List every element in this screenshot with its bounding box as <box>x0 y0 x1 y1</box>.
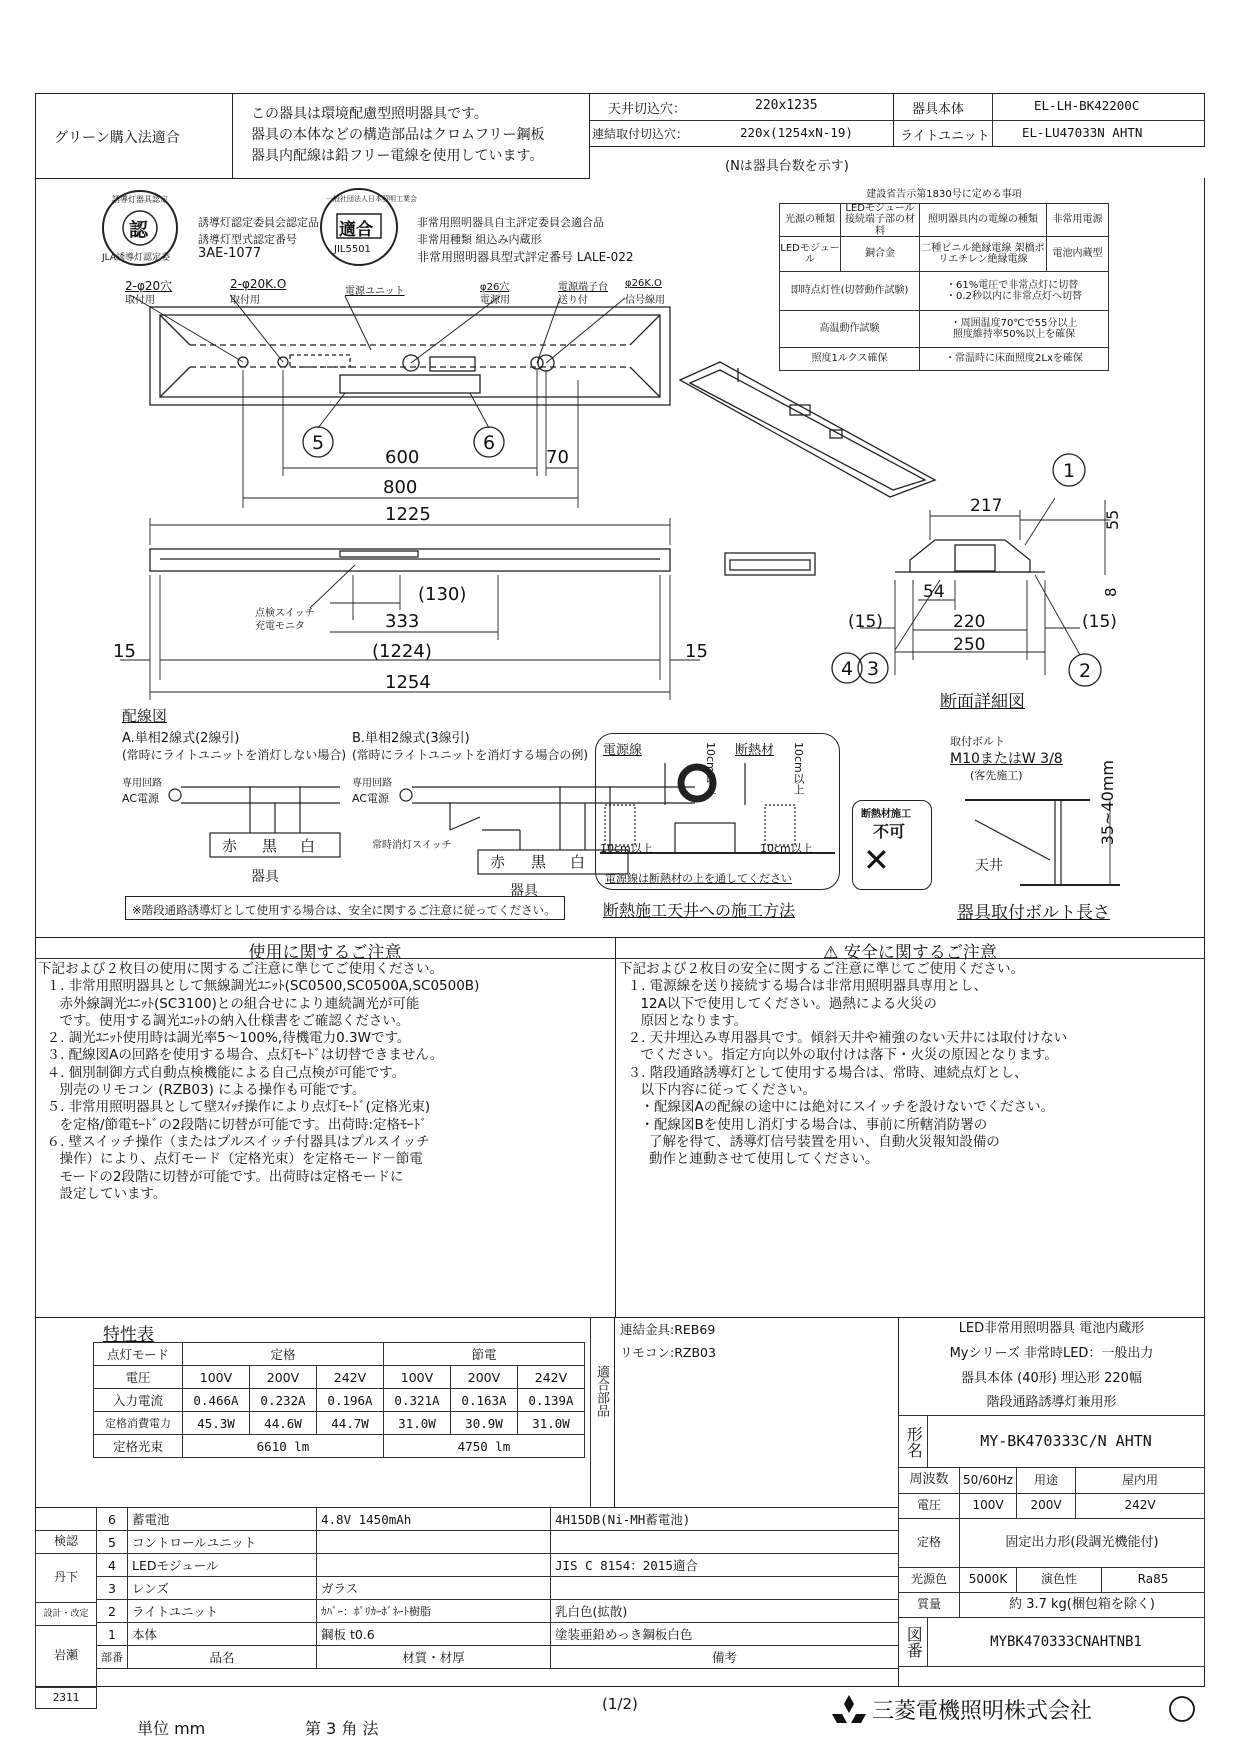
wiring-warning-box <box>125 896 565 920</box>
part-mat-6: 4.8V 1450mAh <box>317 1508 551 1531</box>
green-label: グリーン購入法適合 <box>54 130 180 146</box>
env-line-3: 器具内配線は鉛フリー電線を使用しています。 <box>251 148 544 164</box>
footer-page: (1/2) <box>602 1695 638 1713</box>
flux-rated: 6610 lm <box>183 1435 384 1458</box>
ins-cable: 電源線 <box>603 743 643 758</box>
footer-unit: 単位 mm <box>137 1719 206 1738</box>
spec-r3c2: ・周囲温度70℃で55分以上 照度維持率50%以上を確保 <box>919 310 1109 348</box>
technical-drawing <box>0 0 1240 720</box>
bolt-title: 器具取付ボルト長さ <box>957 903 1110 923</box>
chars-title: 特性表 <box>103 1325 154 1345</box>
bottom-border <box>35 1686 1205 1687</box>
spec-h2: LEDモジュール接続端子部の材料 <box>840 203 920 237</box>
term-b-black: 黒 <box>531 853 547 871</box>
parts-h-mat: 材質・材厚 <box>317 1646 551 1669</box>
p-5: 31.0W <box>518 1412 585 1435</box>
cert2-line-1: 非常用照明器具自主評定委員会適合品 <box>417 216 604 229</box>
seal-1-bottom: JLA誘導灯認定委 <box>102 253 171 263</box>
product-d4: 階段通路誘導灯兼用形 <box>986 1395 1117 1411</box>
dim-130: (130) <box>418 584 467 605</box>
part-no-1: 1 <box>97 1623 128 1646</box>
part-note-4: JIS C 8154：2015適合 <box>551 1554 899 1577</box>
mitsubishi-logo-icon <box>832 1694 866 1724</box>
dim-1254: 1254 <box>385 672 431 693</box>
badge-x-icon: ✕ <box>863 841 890 879</box>
v-4: 200V <box>451 1366 518 1389</box>
src-b2: AC電源 <box>352 792 390 805</box>
current-label: 入力電流 <box>94 1389 183 1412</box>
bolt-l2: M10またはW 3/8 <box>950 751 1063 767</box>
i-4: 0.163A <box>451 1389 518 1412</box>
term-b-white: 白 <box>570 853 586 871</box>
parts-table <box>96 1507 899 1669</box>
part-no-2: 2 <box>97 1600 128 1623</box>
use-value: 屋内用 <box>1075 1467 1205 1494</box>
part-no-6: 6 <box>97 1508 128 1531</box>
lbl-2phi20k: 2-φ20K.O <box>230 277 287 291</box>
color-value: 5000K <box>959 1567 1017 1593</box>
mode-eco: 節電 <box>384 1343 585 1366</box>
part-name-5: コントロールユニット <box>128 1531 317 1554</box>
footer-code: 2311 <box>35 1687 97 1709</box>
ins-d10c: 10cm以上 <box>600 842 653 855</box>
body-label: 器具本体 <box>912 102 965 117</box>
term-a-red: 赤 <box>222 837 238 855</box>
part-no-5: 5 <box>97 1531 128 1554</box>
dim-70: 70 <box>546 447 569 468</box>
wiring-warning: ※階段通路誘導灯として使用する場合は、安全に関するご注意に従ってください。 <box>132 903 556 917</box>
wiring-a-sub: (常時にライトユニットを消灯しない場合) <box>122 748 347 762</box>
dim-15c: (15) <box>848 612 883 632</box>
i-5: 0.139A <box>518 1389 585 1412</box>
ins-d10b: 10cm以上 <box>792 742 805 795</box>
mass-value: 約 3.7 kg(梱包箱を除く) <box>959 1592 1205 1618</box>
parts-row-4 <box>97 1554 899 1577</box>
callout-3: 3 <box>867 658 880 680</box>
part-note-3 <box>551 1577 899 1600</box>
lbl-2phi20: 2-φ20穴 <box>125 279 173 293</box>
i-2: 0.196A <box>317 1389 384 1412</box>
rating-label: 定格 <box>898 1518 960 1568</box>
dim-600: 600 <box>385 447 420 468</box>
link-cut-value: 220x(1254xN-19) <box>740 125 853 140</box>
side-iwase: 岩瀬 <box>35 1625 97 1687</box>
lbl-phi26: φ26穴 <box>480 282 510 293</box>
cert1-line-3: 3AE-1077 <box>198 246 262 261</box>
unit-label: ライトユニット <box>900 129 990 144</box>
dim-800: 800 <box>383 477 418 498</box>
seal-1-center: 認 <box>129 219 149 241</box>
part-mat-4 <box>317 1554 551 1577</box>
part-mat-3: ガラス <box>317 1577 551 1600</box>
parts-header-row <box>97 1646 899 1669</box>
part-name-2: ライトユニット <box>128 1600 317 1623</box>
lbl-torituke2: 取付用 <box>230 295 260 306</box>
dim-15a: 15 <box>113 641 136 662</box>
v-2: 242V <box>317 1366 384 1389</box>
term-b-red: 赤 <box>490 853 506 871</box>
part-mat-2: ｶﾊﾞｰ：ﾎﾟﾘｶｰﾎﾞﾈｰﾄ樹脂 <box>317 1600 551 1623</box>
mode-rated: 定格 <box>183 1343 384 1366</box>
wiring-title: 配線図 <box>122 707 168 725</box>
lbl-feed: 送り付 <box>558 295 588 306</box>
seal-2-center: 適合 <box>339 220 373 240</box>
src-b1: 専用回路 <box>352 778 392 789</box>
lbl-phi26k: φ26K.O <box>625 278 662 289</box>
spec-h4: 非常用電源 <box>1046 203 1109 237</box>
v-1: 200V <box>250 1366 317 1389</box>
spec-h3: 照明器具内の電線の種類 <box>919 203 1047 237</box>
footer-company: 三菱電機照明株式会社 <box>872 1699 1093 1724</box>
wiring-a-title: A.単相2線式(2線引) <box>122 731 240 746</box>
cert1-line-1: 誘導灯認定委員会認定品 <box>198 216 319 229</box>
spec-r4c1: 照度1ルクス確保 <box>779 347 920 371</box>
callout-6: 6 <box>483 432 496 454</box>
insulation-title: 断熱施工天井への施工方法 <box>603 901 796 920</box>
parts-row-1 <box>97 1623 899 1646</box>
p-1: 44.6W <box>250 1412 317 1435</box>
rating-value: 固定出力形(段調光機能付) <box>959 1518 1205 1568</box>
cert2-line-3: 非常用照明器具型式評定番号 LALE-022 <box>417 250 634 264</box>
part-note-2: 乳白色(拡散) <box>551 1600 899 1623</box>
compat-l1: 連結金具:REB69 <box>620 1322 716 1337</box>
spec-r2c1: 即時点灯性(切替動作試験) <box>779 271 920 311</box>
ceiling-cut-value: 220x1235 <box>755 98 818 113</box>
lbl-torituke1: 取付用 <box>125 295 155 306</box>
src-a2: AC電源 <box>122 792 160 805</box>
parts-row-6 <box>97 1508 899 1531</box>
characteristics-table <box>93 1342 585 1458</box>
parts-h-note: 備考 <box>551 1646 899 1669</box>
mode-label: 点灯モード <box>94 1343 183 1366</box>
fixture-a: 器具 <box>251 869 279 885</box>
cert2-line-2: 非常用種類 組込み内蔵形 <box>417 233 542 246</box>
part-mat-5 <box>317 1531 551 1554</box>
p-4: 30.9W <box>451 1412 518 1435</box>
voltage-label: 電圧 <box>94 1366 183 1389</box>
flux-label: 定格光束 <box>94 1435 183 1458</box>
fixture-b: 器具 <box>510 883 538 899</box>
spec-title: 建設省告示第1830号に定める事項 <box>866 188 1022 200</box>
v-3: 100V <box>384 1366 451 1389</box>
i-1: 0.232A <box>250 1389 317 1412</box>
part-note-6: 4H15DB(Ni-MH蓄電池) <box>551 1508 899 1531</box>
dim-15b: 15 <box>685 641 708 662</box>
callout-4: 4 <box>841 658 854 680</box>
product-d1: LED非常用照明器具 電池内蔵形 <box>958 1321 1145 1337</box>
dim-333: 333 <box>385 611 420 632</box>
callout-2: 2 <box>1079 660 1092 682</box>
parts-h-name: 品名 <box>128 1646 317 1669</box>
v-5: 242V <box>518 1366 585 1389</box>
usage-title: 使用に関するご注意 <box>248 943 402 963</box>
drawing-no-value: MYBK470333CNAHTNB1 <box>927 1617 1205 1667</box>
no-insulation-badge <box>852 800 932 890</box>
dim-1224: (1224) <box>372 641 432 662</box>
dim-55: 55 <box>1103 509 1122 530</box>
ins-note: 電源線は断熱材の上を通してください <box>605 872 792 885</box>
freq-value: 50/60Hz <box>959 1467 1017 1494</box>
p-3: 31.0W <box>384 1412 451 1435</box>
spec-r2c2: ・61%電圧で非常点灯に切替 ・0.2秒以内に非常点灯へ切替 <box>919 271 1109 311</box>
side-kennin: 検認 <box>35 1530 97 1554</box>
unit-value: EL-LU47033N AHTN <box>1022 125 1143 140</box>
badge-line-1: 断熱材施工 <box>861 809 911 820</box>
wiring-b-sub: (常時にライトユニットを消灯する場合の例) <box>352 748 589 762</box>
section-title: 断面詳細図 <box>940 692 1025 712</box>
switch-label: 常時消灯スイッチ <box>372 840 452 851</box>
dim-250: 250 <box>953 635 986 655</box>
side-tange: 丹下 <box>35 1553 97 1603</box>
term-a-black: 黒 <box>262 837 278 855</box>
parts-row-5 <box>97 1531 899 1554</box>
spec-r1c1: LEDモジュール <box>779 236 841 272</box>
parts-h-no: 部番 <box>97 1646 128 1669</box>
safety-text: 下記および２枚目の安全に関するご注意に準じてご使用ください。 １. 電源線を送り接続する場合は非常用照明器具専用とし、 12A以下で使用してください。過熱による火災の 原因となります。 ２. 天井埋込み専用器具です。傾斜天井や補強のない天井には取付けない でください。指定方向以外の取付けは落下・火災の原因となります。 ３. 階段通路誘導灯として使用する場合は、常時、連続点灯とし、 以下内容に従ってください。 ・配線図Aの配線の途中には絶対にスイッチを設けないでください。 ・配線図Bを使用し消灯する場合は、事前に所轄消防署の 了解を得て、誘導灯信号装置を用い、自動火災報知設備の 動作と連動させて使用してください。 <box>619 961 1068 1168</box>
use-label: 用途 <box>1016 1467 1076 1494</box>
usage-text: 下記および２枚目の使用に関するご注意に準じてご使用ください。 １. 非常用照明器具として無線調光ﾕﾆｯﾄ(SC0500,SC0500A,SC0500B) 赤外線調光ﾕﾆｯﾄ(SC3100)との組合せにより連続調光が可能 です。使用する調光ﾕﾆｯﾄの納入仕様書をご確認ください。 ２. 調光ﾕﾆｯﾄ使用時は調光率5～100%,待機電力0.3Wです。 ３. 配線図Aの回路を使用する場合、点灯ﾓｰﾄﾞは切替できません。 ４. 個別制御方式自動点検機能による自己点検が可能です。 別売のリモコン (RZB03) による操作も可能です。 ５. 非常用照明器具として壁ｽｲｯﾁ操作により点灯ﾓｰﾄﾞ(定格光束) を定格/節電ﾓｰﾄﾞの2段階に切替が可能です。出荷時:定格ﾓｰﾄﾞ ６. 壁スイッチ操作（またはプルスイッチ付器具はプルスイッチ 操作）により、点灯モード（定格光束）を定格モード－節電 モードの2段階に切替が可能です。出荷時は定格モードに 設定しています。 <box>38 961 480 1202</box>
wiring-b-title: B.単相2線式(3線引) <box>352 731 470 746</box>
mass-label: 質量 <box>898 1592 960 1618</box>
i-0: 0.466A <box>183 1389 250 1412</box>
part-name-6: 蓄電池 <box>128 1508 317 1531</box>
dim-1225: 1225 <box>385 504 431 525</box>
cri-value: Ra85 <box>1101 1567 1205 1593</box>
ins-insul: 断熱材 <box>735 743 775 758</box>
env-line-2: 器具の本体などの構造部品はクロムフリー鋼板 <box>251 127 545 143</box>
part-name-4: LEDモジュール <box>128 1554 317 1577</box>
lbl-switch: 点検スイッチ <box>255 608 315 619</box>
seal-2-bottom: JIL5501 <box>334 244 371 255</box>
lbl-power-unit: 電源ユニット <box>345 286 405 297</box>
callout-5: 5 <box>312 432 325 454</box>
volt-1: 100V <box>959 1493 1017 1519</box>
dim-220: 220 <box>953 612 986 632</box>
parts-row-3 <box>97 1577 899 1600</box>
i-3: 0.321A <box>384 1389 451 1412</box>
freq-label: 周波数 <box>898 1467 960 1494</box>
safety-title: ⚠ 安全に関するご注意 <box>823 943 997 963</box>
cert1-line-2: 誘導灯型式認定番号 <box>198 233 297 246</box>
lbl-terminal: 電源端子台 <box>558 282 608 293</box>
volt-label: 電圧 <box>898 1493 960 1519</box>
p-0: 45.3W <box>183 1412 250 1435</box>
spec-r1c4: 電池内蔵型 <box>1046 236 1109 272</box>
bolt-l1: 取付ボルト <box>950 735 1005 748</box>
parts-row-2 <box>97 1600 899 1623</box>
volt-2: 200V <box>1016 1493 1076 1519</box>
color-label: 光源色 <box>898 1567 960 1593</box>
spec-r1c2: 銅合金 <box>840 236 920 272</box>
env-line-1: この器具は環境配慮型照明器具です。 <box>251 106 488 122</box>
dim-54: 54 <box>923 582 945 602</box>
compat-divider <box>614 1317 615 1507</box>
link-cut-label: 連結取付切込穴： <box>592 127 689 141</box>
v-0: 100V <box>183 1366 250 1389</box>
power-label: 定格消費電力 <box>94 1412 183 1435</box>
compat-vert-label: 適合部品 <box>594 1365 609 1417</box>
link-note: (Nは器具台数を示す) <box>725 159 849 174</box>
part-name-1: 本体 <box>128 1623 317 1646</box>
spec-h1: 光源の種類 <box>779 203 841 237</box>
dim-8: 8 <box>1102 587 1120 597</box>
part-name-3: レンズ <box>128 1577 317 1600</box>
p-2: 44.7W <box>317 1412 384 1435</box>
compat-left-line <box>590 1317 591 1507</box>
flux-eco: 4750 lm <box>384 1435 585 1458</box>
compat-l2: リモコン:RZB03 <box>620 1345 716 1360</box>
dim-217: 217 <box>970 496 1003 516</box>
product-d2: Myシリーズ 非常時LED：一般出力 <box>949 1346 1154 1362</box>
lbl-signal: 信号線用 <box>625 295 665 306</box>
badge-line-2: 不可 <box>873 822 906 841</box>
side-design: 設計・改定 <box>35 1602 97 1626</box>
src-a1: 専用回路 <box>122 778 162 789</box>
part-note-5 <box>551 1531 899 1554</box>
part-no-4: 4 <box>97 1554 128 1577</box>
callout-1: 1 <box>1063 460 1076 482</box>
circle-mark-icon <box>1168 1695 1198 1725</box>
body-value: EL-LH-BK42200C <box>1034 98 1140 113</box>
lbl-monitor: 充電モニタ <box>255 621 305 632</box>
dim-15d: (15) <box>1082 612 1117 632</box>
ins-d10a: 10cm以上 <box>704 742 717 795</box>
spec-r1c3: 二種ビニル絶縁電線 架橋ポリエチレン絶縁電線 <box>919 236 1047 272</box>
bolt-l3: (客先施工) <box>970 769 1023 782</box>
product-d3: 器具本体 (40形) 埋込形 220幅 <box>961 1371 1142 1387</box>
bolt-diagram <box>960 770 1180 910</box>
model-value: MY-BK470333C/N AHTN <box>927 1415 1205 1468</box>
bolt-len: 35~40mm <box>1098 760 1117 846</box>
ins-d10d: 10cm以上 <box>760 842 813 855</box>
volt-3: 242V <box>1075 1493 1205 1519</box>
cri-label: 演色性 <box>1016 1567 1102 1593</box>
model-label: 形名 <box>898 1415 928 1468</box>
notes-divider-vertical <box>615 937 616 1317</box>
ceiling-cut-label: 天井切込穴： <box>608 102 687 117</box>
part-note-1: 塗装亜鉛めっき鋼板白色 <box>551 1623 899 1646</box>
part-no-3: 3 <box>97 1577 128 1600</box>
term-a-white: 白 <box>300 837 316 855</box>
bolt-ceiling: 天井 <box>975 858 1003 874</box>
part-mat-1: 鋼板 t0.6 <box>317 1623 551 1646</box>
seal-1-top: 誘導灯器具認定 <box>112 195 168 204</box>
drawing-no-label: 図番 <box>898 1617 928 1667</box>
spec-r4c2: ・常温時に床面照度2Lxを確保 <box>919 347 1109 371</box>
footer-proj: 第 3 角 法 <box>305 1719 379 1738</box>
spec-r3c1: 高温動作試験 <box>779 310 920 348</box>
seal-2-top: 一般社団法人日本照明工業会 <box>326 195 417 203</box>
lbl-power-use: 電源用 <box>480 295 510 306</box>
